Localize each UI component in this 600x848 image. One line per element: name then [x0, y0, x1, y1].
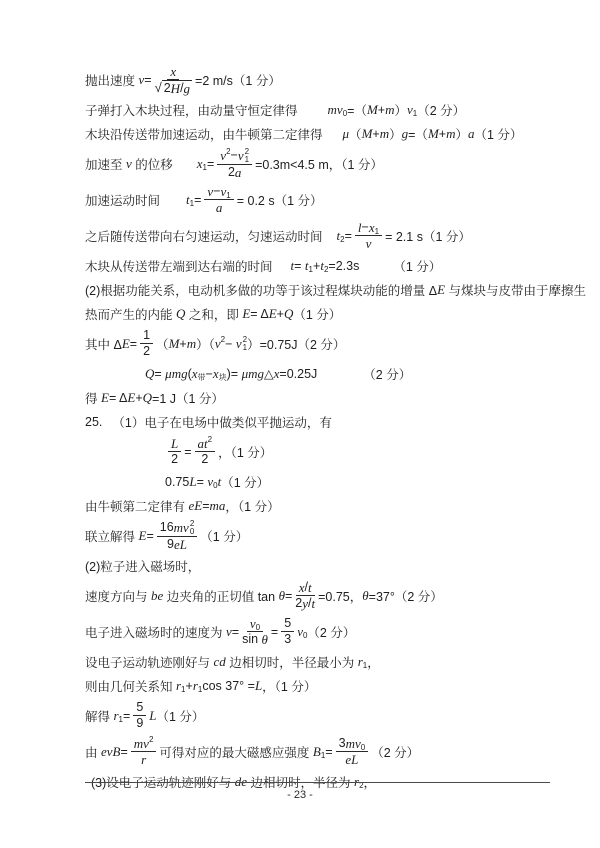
variable: M [168, 335, 180, 351]
text-run: 电子进入磁场时的速度为 [85, 625, 226, 640]
variable: mg [248, 365, 264, 381]
text-run: 由牛顿第二定律有 [85, 499, 189, 514]
fraction [336, 736, 369, 767]
text-run: ，（1 分） [262, 679, 317, 694]
variable: x [273, 365, 280, 381]
variable: r 1 [113, 707, 123, 724]
variable: v 2 [143, 734, 154, 751]
variable: μ [165, 365, 172, 381]
variable: x [298, 580, 305, 595]
sqrt-radical: √ 2 H / g [154, 79, 191, 96]
text-run: = [270, 624, 279, 639]
variable: a [215, 200, 223, 215]
answer-line-15 [85, 470, 553, 493]
text-run: = [294, 258, 305, 273]
text-run: 加速至 [85, 157, 126, 172]
text-run: 5 [284, 616, 292, 630]
text-run: 联立解得 [85, 529, 139, 544]
text-run: 其中 Δ [85, 337, 122, 352]
answer-line-18 [85, 554, 553, 577]
text-run: ） [455, 127, 468, 142]
text-run: + [179, 336, 187, 351]
variable: v 2 1 [235, 334, 248, 352]
text-run: （1 分） [474, 127, 523, 142]
variable: cd [213, 653, 226, 669]
text-run: 25. [85, 414, 103, 429]
answer-line-6 [85, 218, 553, 253]
variable: mv 0 [327, 101, 348, 118]
variable: v [225, 623, 232, 639]
answer-line-24 [85, 734, 553, 769]
answer-line-7 [85, 254, 553, 277]
variable: ma [209, 497, 226, 513]
variable: H [170, 80, 181, 96]
answer-lines [85, 62, 587, 794]
variable: mg [171, 365, 188, 381]
variable: θ [261, 632, 268, 647]
answer-line-3 [85, 122, 553, 145]
variable: v [138, 71, 145, 87]
text-run: = [120, 744, 128, 759]
variable: t [217, 473, 222, 489]
spacer [323, 133, 343, 134]
spacer [273, 265, 291, 266]
text-run: 2 [143, 344, 151, 358]
text-run: 边相切时，半径最小为 [225, 655, 358, 670]
text-run: 之和，即 [185, 307, 243, 322]
text-run: （2 分） [363, 367, 412, 382]
text-run: 2 [171, 452, 179, 466]
fraction [242, 616, 268, 647]
answer-line-23 [85, 698, 553, 733]
text-run: − [213, 184, 221, 198]
text-run: + [185, 678, 193, 693]
text-run: = [129, 336, 138, 351]
text-run: 可得对应的最大磁感应强度 [159, 745, 313, 760]
text-run: = [184, 444, 192, 459]
text-run: + [313, 258, 321, 273]
variable: M [366, 101, 378, 117]
text-run: 16 [159, 520, 174, 534]
variable: t 1 [186, 191, 195, 208]
answer-line-16 [85, 494, 553, 517]
text-run: 与煤块与皮带由于摩擦生 [445, 283, 587, 298]
spacer [160, 199, 186, 200]
text-run: cos 37° = [202, 678, 255, 693]
variable: m [133, 736, 144, 751]
text-run: 5 [136, 700, 144, 714]
variable: r [141, 752, 147, 767]
variable: t 2 [336, 227, 345, 244]
answer-line-22 [85, 674, 553, 697]
variable: Q [142, 389, 153, 405]
variable: L [149, 707, 157, 723]
variable: v [365, 236, 372, 251]
text-run: 9 [136, 716, 144, 730]
answer-line-9 [85, 302, 553, 325]
text-run: / [308, 596, 312, 610]
variable: x [170, 63, 177, 79]
text-run: 得 [85, 391, 101, 406]
variable: L [254, 677, 263, 693]
text-run: = 0.2 s（1 分） [236, 193, 323, 208]
variable: t [311, 596, 316, 611]
text-run: ）=0.75J（2 分） [247, 337, 346, 352]
variable: x 1 [196, 155, 207, 172]
text-run: 0.75 [165, 474, 190, 489]
text-run: − [225, 336, 236, 351]
variable: v [207, 184, 214, 199]
answer-line-14 [85, 434, 553, 469]
text-run: 则由几何关系知 [85, 679, 176, 694]
answer-line-4 [85, 146, 553, 181]
text-run: )= [226, 366, 242, 381]
variable: m [186, 335, 197, 351]
answer-line-21 [85, 650, 553, 673]
text-run: = [196, 474, 208, 489]
variable: E [242, 305, 251, 321]
text-run: △ [264, 367, 274, 381]
variable: θ [278, 587, 285, 603]
text-run: 2 [201, 452, 209, 466]
text-run: =2 m/s（1 分） [195, 73, 281, 88]
text-run: = [202, 498, 210, 513]
text-run: / [304, 580, 308, 594]
text-run: =1 J（1 分） [152, 391, 224, 406]
answer-line-5 [85, 182, 553, 217]
variable: Q [175, 305, 186, 321]
spacer [298, 109, 328, 110]
variable: v 0 [207, 473, 218, 490]
text-run: ）（ [196, 337, 215, 352]
text-run: =37°（2 分） [368, 589, 443, 604]
answer-line-11 [85, 362, 553, 385]
spacer [323, 235, 337, 236]
text-run: = [144, 72, 152, 87]
variable: m [379, 125, 390, 141]
text-run: = [284, 588, 293, 603]
text-run: = [325, 744, 333, 759]
answer-line-13 [85, 410, 553, 433]
text-run: + [438, 126, 447, 141]
variable: x 带 [191, 365, 206, 382]
fraction [204, 184, 233, 215]
text-run: 边相切时，半径为 [247, 775, 354, 790]
answer-line-20 [85, 614, 553, 649]
text-run: = 2.1 s（1 分） [385, 229, 471, 244]
text-run: （1 分） [393, 259, 442, 274]
answer-line-10 [85, 326, 553, 361]
text-run: (2)根据功能关系，电动机多做的功等于该过程煤块动能的增量 Δ [85, 283, 438, 298]
text-run: 2 [227, 164, 235, 179]
fraction [168, 436, 181, 467]
text-run: ，（1 分） [218, 445, 273, 460]
variable: g [401, 125, 409, 141]
text-run: − [230, 148, 238, 162]
text-run: = [146, 528, 154, 543]
variable: a [468, 125, 475, 141]
text-run: 抛出速度 [85, 73, 139, 88]
text-run: （1 分） [156, 709, 205, 724]
text-run: 加速运动时间 [85, 193, 161, 208]
text-run: ，（1 分） [225, 499, 280, 514]
variable: E [138, 527, 147, 543]
variable: t [308, 580, 312, 595]
answer-line-1 [85, 62, 553, 97]
text-run: (2)粒子进入磁场时， [85, 559, 201, 574]
variable: m [173, 520, 184, 535]
text-run: 速度方向与 [85, 589, 151, 604]
variable: t 2 [204, 434, 213, 451]
variable: evB [100, 743, 121, 759]
text-run: =（ [408, 127, 428, 142]
text-run: ( [187, 366, 192, 381]
variable: a [197, 436, 205, 451]
variable: E [268, 305, 277, 321]
variable: v 0 [249, 616, 261, 632]
text-run: − [361, 220, 369, 234]
variable: θ [362, 587, 369, 603]
variable: μ [342, 125, 350, 141]
variable: r 1 [192, 677, 203, 694]
text-run: = [154, 366, 166, 381]
text-run: = Δ [250, 306, 269, 321]
fraction [133, 700, 146, 731]
text-run: （1 分） [221, 475, 270, 490]
spacer [102, 421, 112, 422]
text-run: （2 分） [371, 745, 420, 760]
text-run: 子弹打入木块过程，由动量守恒定律得 [85, 103, 298, 118]
text-run: (3)设电子运动轨迹刚好与 [91, 775, 235, 790]
text-run: 边夹角的正切值 tan [163, 589, 279, 604]
variable: E [437, 281, 446, 297]
text-run: + [372, 126, 380, 141]
variable: B 1 [312, 743, 326, 760]
text-run: + [377, 102, 386, 117]
variable: r 1 [175, 677, 186, 694]
variable: M [361, 125, 373, 141]
text-run: = [206, 156, 215, 171]
text-run: （2 分） [307, 625, 356, 640]
text-run: =（ [347, 103, 367, 118]
text-run: （2 分） [417, 103, 466, 118]
text-run: 3 [338, 736, 346, 750]
variable: μ [241, 365, 249, 381]
answer-line-19 [85, 578, 553, 613]
variable: eL [173, 536, 187, 552]
variable: v 0 [297, 623, 308, 640]
variable: t 1 [304, 257, 313, 274]
text-run: =0.75， [318, 589, 363, 604]
text-run: 热而产生的内能 [85, 307, 176, 322]
text-run: = [231, 624, 240, 639]
text-run: 2 [163, 80, 171, 95]
text-run: 3 [284, 632, 292, 646]
text-run: 木块从传送带左端到达右端的时间 [85, 259, 273, 274]
text-run: =2.3s [328, 258, 360, 273]
text-run: + [276, 306, 284, 321]
text-run: 1 [143, 328, 151, 342]
variable: m [446, 125, 456, 141]
text-run: ， [367, 655, 380, 670]
variable: r 1 [357, 653, 368, 670]
variable: g [183, 80, 191, 96]
text-run: 设电子运动轨迹刚好与 [85, 655, 214, 670]
fraction [195, 436, 216, 467]
variable: de [234, 773, 248, 789]
variable: t 2 [320, 257, 329, 274]
text-run: （ [349, 127, 362, 142]
text-run: （1）电子在电场中做类似平抛运动，有 [112, 415, 332, 430]
text-run: 之后随传送带向右匀速运动，匀速运动时间 [85, 229, 323, 244]
text-run: 2 [295, 596, 303, 610]
text-run: = [123, 708, 131, 723]
text-run: （ [156, 337, 169, 352]
text-run: ， [363, 775, 377, 790]
text-run: 木块沿传送带加速运动，由牛顿第二定律得 [85, 127, 323, 142]
text-run: = Δ [108, 390, 128, 405]
page-number: - 23 - [287, 789, 313, 801]
variable: y [302, 596, 308, 611]
answer-line-8 [85, 278, 587, 301]
text-run: / [180, 80, 184, 95]
variable: v 2 [214, 334, 226, 351]
text-run: （1 分） [293, 307, 342, 322]
fraction [140, 328, 153, 359]
variable: M [427, 125, 439, 141]
variable: E [127, 389, 136, 405]
text-run: =0.25J [279, 366, 318, 381]
variable: eE [188, 497, 203, 513]
variable: m [385, 101, 395, 117]
text-run: ） [394, 103, 408, 118]
variable: E [100, 389, 109, 405]
spacer [173, 163, 197, 164]
variable: E [121, 335, 130, 351]
variable: x 1 [368, 220, 380, 236]
variable: t [290, 257, 295, 273]
fraction [217, 148, 252, 180]
text-run: sin [242, 632, 262, 646]
variable: v [125, 155, 132, 171]
text-run: （1 分） [200, 529, 249, 544]
variable: v 2 1 [237, 146, 250, 164]
variable: a [234, 164, 242, 180]
variable: L [189, 473, 197, 489]
fraction [281, 616, 294, 647]
variable: v 1 [220, 184, 231, 200]
text-run: + [135, 390, 143, 405]
text-run: = [194, 192, 202, 207]
variable: L [171, 436, 179, 451]
answer-line-2 [85, 98, 553, 121]
variable: x 块 [212, 365, 227, 382]
variable: r 2 [354, 773, 364, 790]
text-run: =0.3m<4.5 m，（1 分） [255, 157, 383, 172]
text-run: 9 [167, 536, 174, 551]
text-run: 的位移 [131, 157, 173, 172]
text-run: ） [389, 127, 402, 142]
variable: l [357, 220, 362, 235]
fraction [355, 220, 382, 251]
text-run: 由 [85, 745, 101, 760]
answer-line-12 [85, 386, 553, 409]
text-run: = [344, 228, 352, 243]
variable: v 0 [354, 736, 366, 752]
variable: v 2 0 [183, 518, 195, 536]
spacer [317, 373, 363, 374]
variable: v 1 [407, 101, 418, 118]
variable: Q [145, 365, 155, 381]
variable: m [345, 736, 355, 751]
variable: eL [345, 752, 359, 767]
text-run: − [205, 366, 213, 381]
variable: Q [283, 305, 294, 321]
answer-line-17 [85, 518, 553, 553]
spacer [359, 265, 393, 266]
footer-rule [85, 782, 550, 783]
variable: v 2 [220, 146, 231, 163]
fraction [131, 736, 157, 767]
variable: be [150, 587, 164, 603]
text-run: 解得 [85, 709, 114, 724]
fraction [295, 580, 315, 611]
fraction [155, 64, 192, 96]
fraction [157, 520, 198, 552]
